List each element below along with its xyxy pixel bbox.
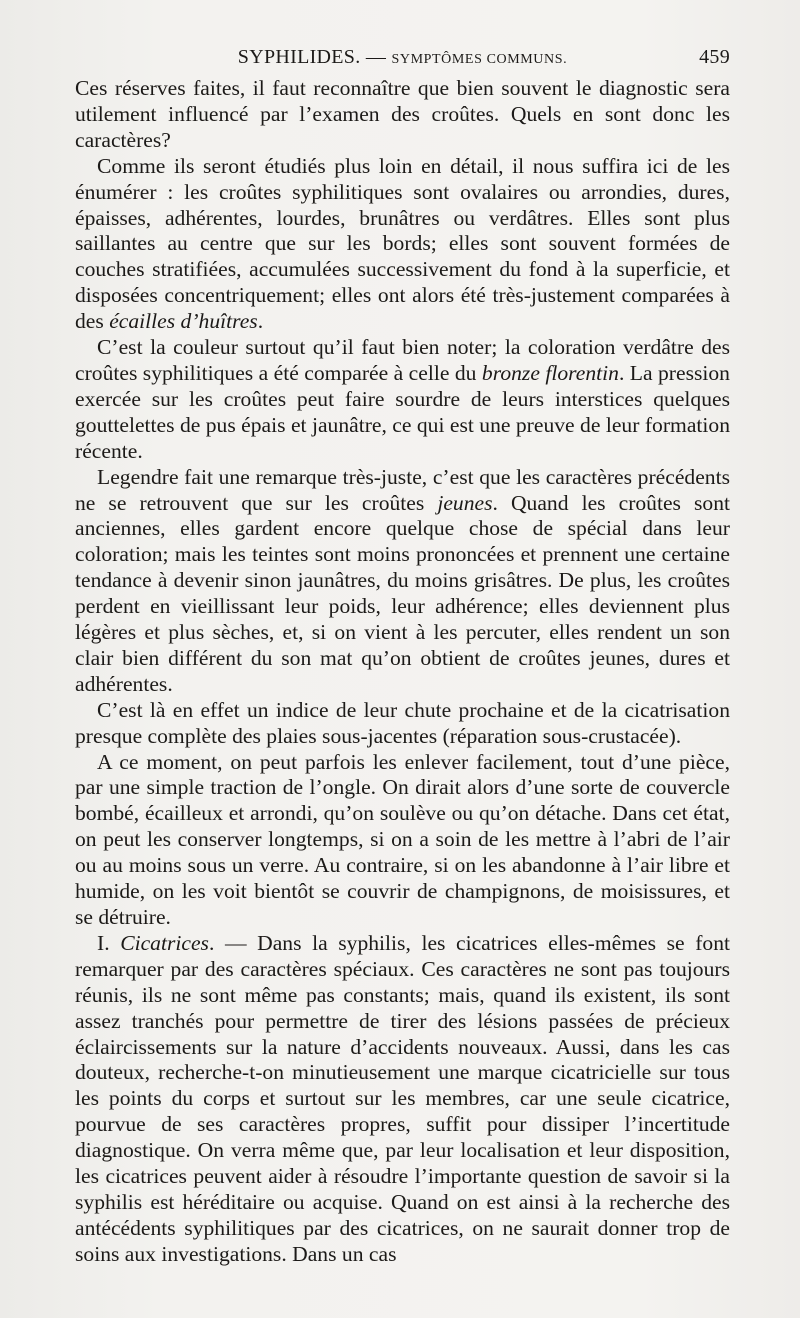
paragraph-text: . — Dans la syphilis, les cicatrices elles-mêmes se font remarquer par des caractères spéciaux. Ces caractères ne sont pas toujours réunis, ils ne sont même pas constants; mais, quand ils existent, ils sont assez tranchés pour permettre de tirer des lésions passées de précieux éclaircissements sur la nature d’accidents nouveaux. Aussi, dans les cas douteux, recherche-t-on minutieusement une marque cicatricielle sur tous les points du corps et surtout sur les membres, car une seule cicatrice, pourvue de ses caractères propres, suffit pour dissiper l’incertitude diagnostique. On verra même que, par leur localisation et leur disposition, les cicatrices peuvent aider à résoudre l’importante question de savoir si la syphilis est héréditaire ou acquise. Quand on est ainsi à la recherche des antécédents syphilitiques par des cicatrices, on ne saurait donner trop de soins aux investigations. Dans un cas — [75, 930, 730, 1266]
paragraph-text: . — [257, 309, 264, 334]
paragraph-croutes-description — [75, 154, 730, 335]
body-text — [75, 76, 730, 1268]
running-head — [75, 46, 730, 76]
paragraph-text: Comme ils seront étudiés plus loin en détail, il nous suffira ici de les énumérer : les croûtes syphilitiques sont ovalaires ou arrondies, dures, épaisses, adhérentes, lourdes, brunâtres ou verdâtres. Elles sont plus saillantes au centre que sur les bords; elles sont souvent formées de couches stratifiées, accumulées successivement du fond à la superficie, et disposées concentriquement; elles ont alors été très-justement comparées à des — [75, 153, 730, 334]
paragraph-cicatrices — [75, 931, 730, 1268]
paragraph-text: Ces réserves faites, il faut reconnaître que bien souvent le diagnostic sera utilement influencé par l’examen des croûtes. Quels en sont donc les caractères? — [75, 76, 730, 152]
paragraph-text: C’est là en effet un indice de leur chute prochaine et de la cicatrisation presque complète des plaies sous-jacentes (réparation sous-crustacée). — [75, 697, 730, 748]
page-number: 459 — [699, 46, 730, 68]
paragraph-indice — [75, 698, 730, 750]
paragraph-moment — [75, 750, 730, 931]
paragraph-reserves — [75, 76, 730, 154]
paragraph-couleur — [75, 335, 730, 465]
paragraph-text: A ce moment, on peut parfois les enlever facilement, tout d’une pièce, par une simple traction de l’ongle. On dirait alors d’une sorte de couvercle bombé, écailleux et arrondi, qu’on soulève ou qu’on détache. Dans cet état, on peut les conserver longtemps, si on a soin de les mettre à l’abri de l’air ou au moins sous un verre. Au contraire, si on les abandonne à l’air libre et humide, on les voit bientôt se couvrir de champignons, de moisissures, et se détruire. — [75, 749, 730, 929]
italic-term: Cicatrices — [120, 930, 209, 955]
running-head-title: SYPHILIDES. — [237, 46, 361, 68]
paragraph-text: Legendre fait une remarque très-juste, c’est que les caractères précédents ne se retrouvent que sur les croûtes — [75, 464, 730, 515]
italic-term: jeunes — [437, 490, 493, 515]
running-head-subtitle: SYMPTÔMES COMMUNS. — [391, 52, 568, 67]
running-head-dash: — — [365, 46, 387, 68]
paragraph-text: . La pression exercée sur les croûtes peut faire sourdre de leurs interstices quelques gouttelettes de pus épais et jaunâtre, ce qui est une preuve de leur formation récente. — [75, 360, 730, 463]
italic-term: écailles d’huîtres — [109, 309, 258, 334]
paragraph-legendre — [75, 465, 730, 698]
italic-term: bronze florentin — [481, 360, 619, 385]
paragraph-text: I. — [97, 930, 121, 955]
paragraph-text: C’est la couleur surtout qu’il faut bien noter; la coloration verdâtre des croûtes syphilitiques a été comparée à celle du — [75, 335, 730, 385]
paragraph-text: . Quand les croûtes sont anciennes, elles gardent encore quelque chose de spécial dans leur coloration; mais les teintes sont moins prononcées et prennent une certaine tendance à devenir sinon jaunâtres, du moins grisâtres. De plus, les croûtes perdent en vieillissant leur poids, leur adhérence; elles deviennent plus légères et plus sèches, et, si on vient à les percuter, elles rendent un son clair bien différent du son mat qu’on obtient de croûtes jeunes, dures et adhérentes. — [75, 490, 731, 696]
